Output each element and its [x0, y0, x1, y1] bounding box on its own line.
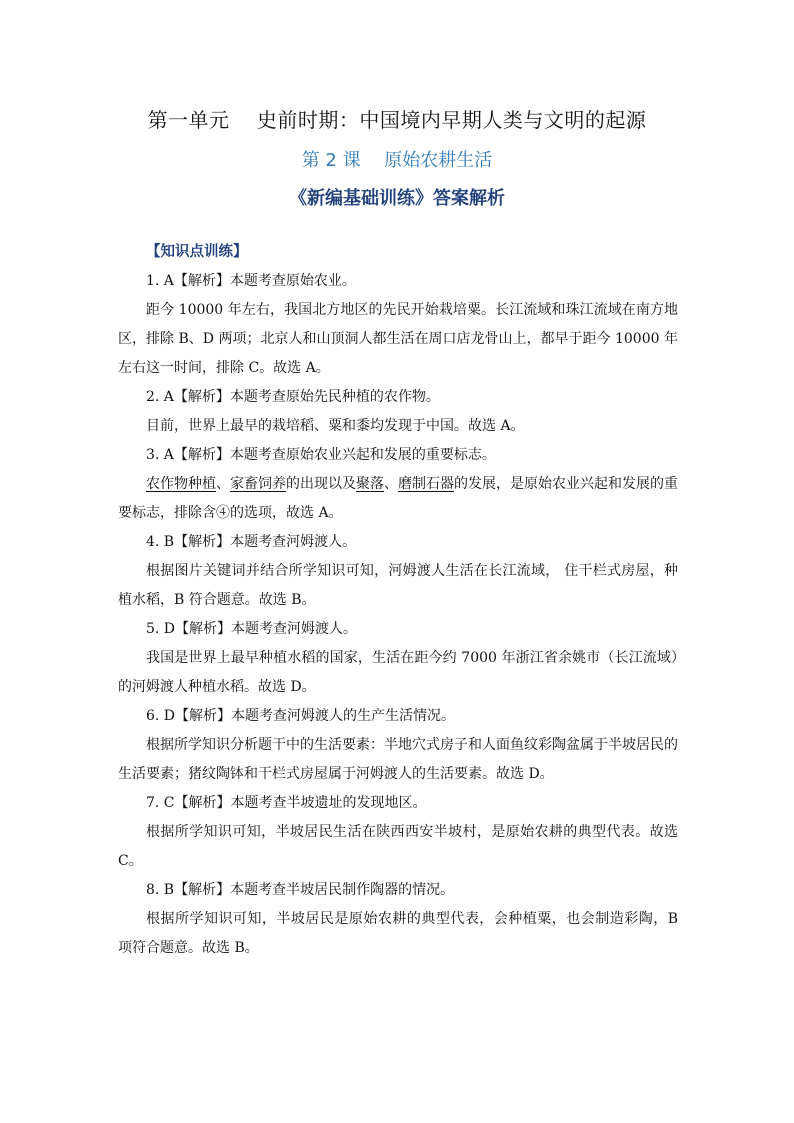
question-explanation: 距今 10000 年左右，我国北方地区的先民开始栽培粟。长江流域和珠江流域在南方地区，排除 B、D 两项；北京人和山顶洞人都生活在周口店龙骨山上，都早于距今 10000 年左右这一时间，排除 C。故选 A。 [118, 302, 678, 376]
question-item [118, 789, 678, 876]
explanation-text: 的出现以及 [286, 476, 356, 492]
question-head: 3. A【解析】本题考查原始农业兴起和发展的重要标志。 [146, 447, 496, 463]
underlined-term: 磨制石器 [398, 476, 454, 492]
question-explanation [118, 470, 678, 528]
question-item [118, 528, 678, 615]
question-explanation: 根据所学知识分析题干中的生活要素：半地穴式房子和人面鱼纹彩陶盆属于半坡居民的生活要素；猪纹陶钵和干栏式房屋属于河姆渡人的生活要素。故选 D。 [118, 737, 678, 782]
unit-title: 第一单元 史前时期：中国境内早期人类与文明的起源 [147, 108, 647, 132]
question-head: 8. B【解析】本题考查半坡居民制作陶器的情况。 [146, 882, 455, 898]
explanation-text: 、 [384, 476, 398, 492]
question-explanation: 我国是世界上最早种植水稻的国家，生活在距今约 7000 年浙江省余姚市（长江流域）的河姆渡人种植水稻。故选 D。 [118, 650, 678, 695]
question-head: 6. D【解析】本题考查河姆渡人的生产生活情况。 [146, 708, 456, 724]
underlined-term: 农作物种植 [146, 476, 216, 492]
question-explanation: 目前，世界上最早的栽培稻、粟和黍均发现于中国。故选 A。 [146, 418, 525, 434]
question-item [118, 267, 678, 383]
explanation-text: 的发展，是原始农业兴起和发展的重要标志，排除含④的选项，故选 A。 [118, 476, 678, 521]
question-head: 5. D【解析】本题考查河姆渡人。 [146, 621, 358, 637]
book-title: 《新编基础训练》答案解析 [289, 188, 505, 209]
question-item [118, 383, 678, 441]
question-head: 7. C【解析】本题考查半坡遗址的发现地区。 [146, 795, 427, 811]
underlined-term: 聚落 [356, 476, 384, 492]
answer-content [118, 238, 678, 963]
question-item [118, 702, 678, 789]
question-explanation: 根据所学知识可知，半坡居民生活在陕西西安半坡村，是原始农耕的典型代表。故选 C。 [118, 824, 678, 869]
underlined-term: 家畜饲养 [230, 476, 286, 492]
question-item [118, 441, 678, 528]
question-explanation: 根据所学知识可知，半坡居民是原始农耕的典型代表，会种植粟，也会制造彩陶，B 项符合题意。故选 B。 [118, 911, 678, 956]
explanation-text: 、 [216, 476, 230, 492]
question-item [118, 615, 678, 702]
question-item [118, 876, 678, 963]
question-explanation: 根据图片关键词并结合所学知识可知，河姆渡人生活在长江流域， 住干栏式房屋，种植水稻，B 符合题意。故选 B。 [118, 563, 678, 608]
section-title: 【知识点训练】 [146, 244, 248, 260]
question-head: 2. A【解析】本题考查原始先民种植的农作物。 [146, 389, 440, 405]
lesson-title: 第 2 课 原始农耕生活 [301, 150, 493, 171]
question-head: 4. B【解析】本题考查河姆渡人。 [146, 534, 357, 550]
question-head: 1. A【解析】本题考查原始农业。 [146, 273, 356, 289]
